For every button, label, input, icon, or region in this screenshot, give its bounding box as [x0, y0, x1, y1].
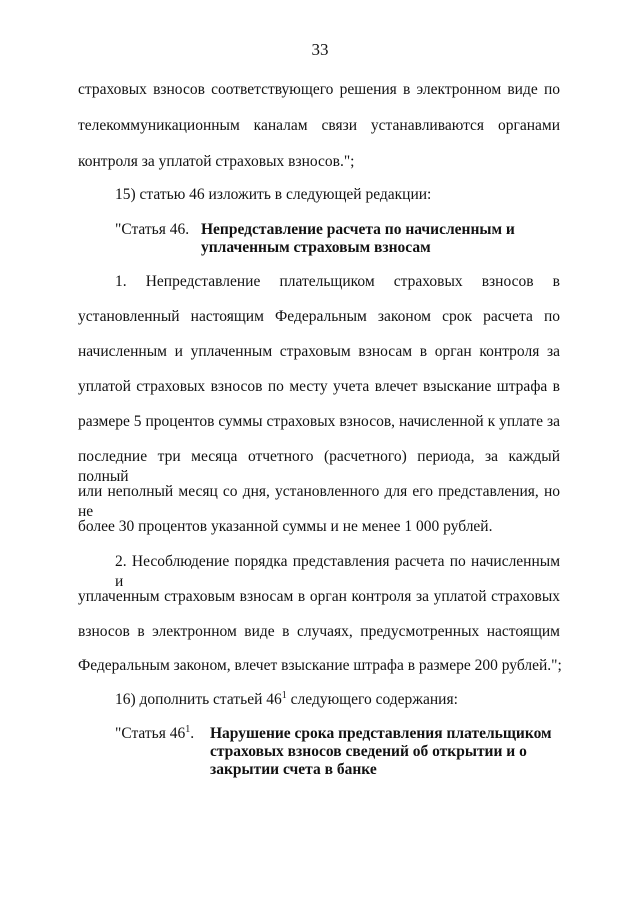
- text-line: уплаченным страховым взносам в орган контроля за уплатой страховых: [78, 588, 560, 605]
- text-line: 1. Непредставление плательщиком страховых взносов в: [115, 273, 560, 290]
- text-line: более 30 процентов указанной суммы и не менее 1 000 рублей.: [78, 518, 493, 535]
- paragraph-16-suffix: следующего содержания:: [286, 691, 458, 708]
- article-46-title-line2: уплаченным страховым взносам: [201, 239, 431, 256]
- text-line: страховых взносов соответствующего решения в электронном виде по: [78, 81, 560, 98]
- text-line: установленный настоящим Федеральным законом срок расчета по: [78, 308, 560, 325]
- text-line: взносов в электронном виде в случаях, предусмотренных настоящим: [78, 623, 560, 640]
- text-line: Федеральным законом, влечет взыскание штрафа в размере 200 рублей.";: [78, 657, 562, 674]
- text-line: начисленным и уплаченным страховым взносам в орган контроля за: [78, 343, 560, 360]
- article-46-1-label: [115, 724, 194, 744]
- paragraph-16: [115, 690, 560, 710]
- paragraph-16-superscript: 1: [281, 689, 287, 701]
- text-line: размере 5 процентов суммы страховых взносов, начисленной к уплате за: [78, 413, 560, 430]
- article-46-1-label-text: "Статья 46: [115, 725, 186, 742]
- text-line: 2. Несоблюдение порядка представления расчета по начисленным и: [115, 553, 560, 590]
- text-line: последние три месяца отчетного (расчетного) периода, за каждый полный: [78, 448, 560, 485]
- article-46-1-superscript: 1: [185, 723, 191, 735]
- article-46-title-line1: Непредставление расчета по начисленным и: [201, 221, 515, 238]
- article-46-1-title-line2: страховых взносов сведений об открытии и о: [210, 743, 527, 760]
- article-46-1-title-line1: Нарушение срока представления плательщиком: [210, 725, 552, 742]
- page-number: 33: [311, 40, 329, 59]
- text-line: или неполный месяц со дня, установленного для его представления, но не: [78, 483, 560, 520]
- text-line: телекоммуникационным каналам связи устанавливаются органами: [78, 117, 560, 134]
- text-line: контроля за уплатой страховых взносов.";: [78, 153, 355, 170]
- text-line: уплатой страховых взносов по месту учета влечет взыскание штрафа в: [78, 378, 560, 395]
- article-46-1-label-end: .: [190, 725, 195, 742]
- paragraph-15: 15) статью 46 изложить в следующей редакции:: [115, 186, 432, 203]
- article-46-1-title-line3: закрытии счета в банке: [210, 761, 377, 778]
- article-46-label: "Статья 46.: [115, 221, 190, 238]
- paragraph-16-text: 16) дополнить статьей 46: [115, 691, 282, 708]
